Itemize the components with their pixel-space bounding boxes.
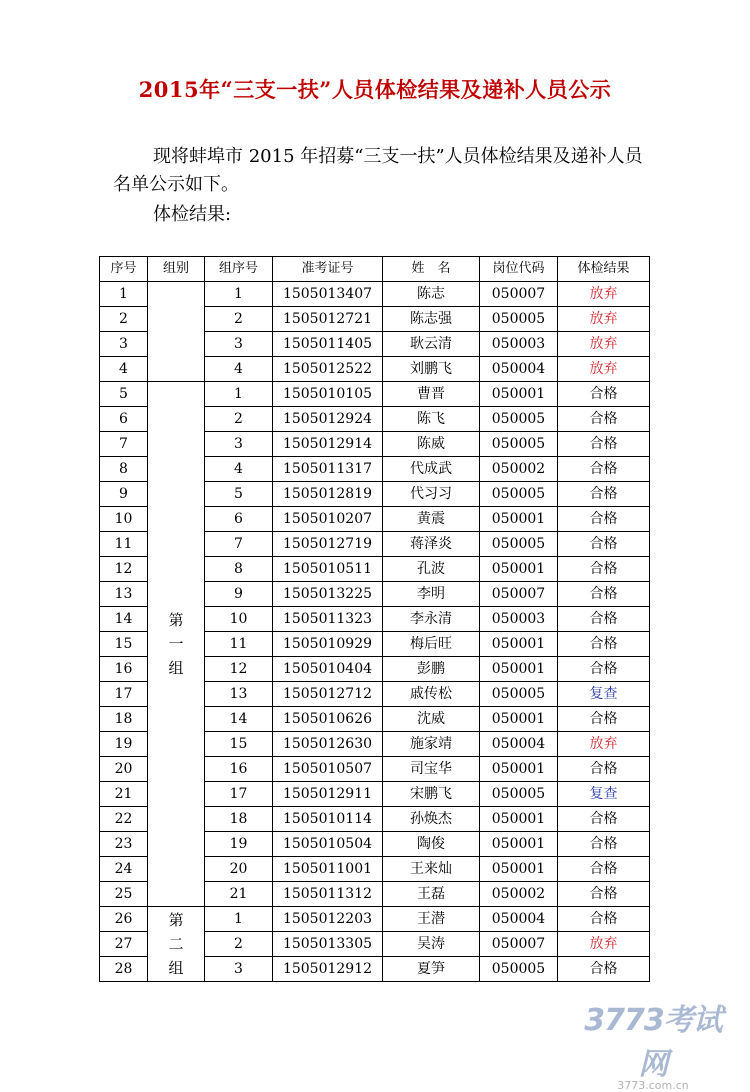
cell-result: 合格 xyxy=(558,432,650,457)
cell-group-seq: 2 xyxy=(205,932,273,957)
cell-exam-no: 1505012712 xyxy=(273,682,383,707)
cell-result: 合格 xyxy=(558,807,650,832)
cell-post-code: 050005 xyxy=(480,532,558,557)
cell-name: 梅后旺 xyxy=(383,632,480,657)
cell-group-seq: 4 xyxy=(205,357,273,382)
cell-name: 陈志 xyxy=(383,282,480,307)
cell-name: 陈飞 xyxy=(383,407,480,432)
cell-post-code: 050005 xyxy=(480,407,558,432)
cell-name: 孔波 xyxy=(383,557,480,582)
cell-exam-no: 1505013305 xyxy=(273,932,383,957)
cell-post-code: 050001 xyxy=(480,507,558,532)
cell-result: 合格 xyxy=(558,557,650,582)
cell-seq: 17 xyxy=(100,682,148,707)
cell-name: 蒋泽炎 xyxy=(383,532,480,557)
cell-seq: 15 xyxy=(100,632,148,657)
cell-seq: 14 xyxy=(100,607,148,632)
intro-paragraph: 现将蚌埠市 2015 年招募“三支一扶”人员体检结果及递补人员名单公示如下。 xyxy=(113,146,643,195)
cell-post-code: 050001 xyxy=(480,757,558,782)
cell-seq: 19 xyxy=(100,732,148,757)
cell-post-code: 050001 xyxy=(480,382,558,407)
cell-post-code: 050005 xyxy=(480,482,558,507)
cell-seq: 10 xyxy=(100,507,148,532)
cell-result: 放弃 xyxy=(558,932,650,957)
cell-post-code: 050005 xyxy=(480,782,558,807)
cell-post-code: 050004 xyxy=(480,907,558,932)
cell-post-code: 050002 xyxy=(480,457,558,482)
cell-name: 彭鹏 xyxy=(383,657,480,682)
cell-group-seq: 11 xyxy=(205,632,273,657)
intro-section xyxy=(113,143,653,229)
cell-post-code: 050007 xyxy=(480,582,558,607)
results-table xyxy=(99,256,650,982)
cell-result: 放弃 xyxy=(558,307,650,332)
cell-exam-no: 1505010404 xyxy=(273,657,383,682)
cell-name: 代成武 xyxy=(383,457,480,482)
cell-seq: 22 xyxy=(100,807,148,832)
cell-seq: 18 xyxy=(100,707,148,732)
table-row xyxy=(100,907,650,932)
header-result: 体检结果 xyxy=(558,257,650,282)
cell-result: 复查 xyxy=(558,682,650,707)
cell-group-seq: 8 xyxy=(205,557,273,582)
cell-exam-no: 1505012522 xyxy=(273,357,383,382)
cell-result: 合格 xyxy=(558,457,650,482)
cell-seq: 25 xyxy=(100,882,148,907)
cell-group-seq: 21 xyxy=(205,882,273,907)
cell-name: 宋鹏飞 xyxy=(383,782,480,807)
cell-seq: 27 xyxy=(100,932,148,957)
cell-group-seq: 2 xyxy=(205,307,273,332)
cell-exam-no: 1505012924 xyxy=(273,407,383,432)
cell-group-seq: 16 xyxy=(205,757,273,782)
cell-exam-no: 1505011323 xyxy=(273,607,383,632)
cell-post-code: 050007 xyxy=(480,932,558,957)
watermark-logo: 3773考试网 xyxy=(584,1003,722,1082)
cell-name: 陈志强 xyxy=(383,307,480,332)
cell-result: 合格 xyxy=(558,407,650,432)
cell-group-seq: 10 xyxy=(205,607,273,632)
cell-result: 合格 xyxy=(558,832,650,857)
cell-name: 曹晋 xyxy=(383,382,480,407)
group-label-char: 二 xyxy=(168,935,184,953)
header-exam-no: 准考证号 xyxy=(273,257,383,282)
cell-group-seq: 3 xyxy=(205,432,273,457)
cell-post-code: 050001 xyxy=(480,557,558,582)
cell-post-code: 050005 xyxy=(480,307,558,332)
cell-seq: 28 xyxy=(100,957,148,982)
cell-exam-no: 1505010511 xyxy=(273,557,383,582)
table-row xyxy=(100,382,650,407)
cell-post-code: 050001 xyxy=(480,807,558,832)
cell-name: 李永清 xyxy=(383,607,480,632)
cell-name: 王来灿 xyxy=(383,857,480,882)
cell-seq: 12 xyxy=(100,557,148,582)
cell-name: 陶俊 xyxy=(383,832,480,857)
cell-group-seq: 20 xyxy=(205,857,273,882)
cell-result: 放弃 xyxy=(558,732,650,757)
group-label-char: 第 xyxy=(168,911,184,929)
header-post-code: 岗位代码 xyxy=(480,257,558,282)
cell-post-code: 050001 xyxy=(480,632,558,657)
cell-result: 放弃 xyxy=(558,357,650,382)
cell-name: 王潜 xyxy=(383,907,480,932)
cell-seq: 4 xyxy=(100,357,148,382)
cell-group-seq: 3 xyxy=(205,957,273,982)
cell-group-seq: 17 xyxy=(205,782,273,807)
cell-seq: 9 xyxy=(100,482,148,507)
cell-name: 刘鹏飞 xyxy=(383,357,480,382)
cell-seq: 8 xyxy=(100,457,148,482)
cell-result: 合格 xyxy=(558,582,650,607)
cell-post-code: 050007 xyxy=(480,282,558,307)
table-header-row xyxy=(100,257,650,282)
cell-seq: 23 xyxy=(100,832,148,857)
cell-name: 戚传松 xyxy=(383,682,480,707)
cell-seq: 24 xyxy=(100,857,148,882)
cell-group-seq: 1 xyxy=(205,907,273,932)
cell-name: 孙焕杰 xyxy=(383,807,480,832)
cell-post-code: 050001 xyxy=(480,657,558,682)
cell-result: 合格 xyxy=(558,882,650,907)
header-group: 组别 xyxy=(148,257,205,282)
cell-post-code: 050001 xyxy=(480,857,558,882)
table-row xyxy=(100,282,650,307)
cell-result: 合格 xyxy=(558,507,650,532)
cell-exam-no: 1505010105 xyxy=(273,382,383,407)
cell-name: 沈威 xyxy=(383,707,480,732)
cell-group-seq: 2 xyxy=(205,407,273,432)
cell-exam-no: 1505010504 xyxy=(273,832,383,857)
cell-seq: 26 xyxy=(100,907,148,932)
cell-group-seq: 19 xyxy=(205,832,273,857)
cell-exam-no: 1505010114 xyxy=(273,807,383,832)
cell-name: 耿云清 xyxy=(383,332,480,357)
cell-exam-no: 1505012203 xyxy=(273,907,383,932)
cell-group xyxy=(148,907,205,982)
cell-result: 合格 xyxy=(558,382,650,407)
group-label-char: 组 xyxy=(168,659,184,677)
results-body xyxy=(100,282,650,982)
cell-seq: 20 xyxy=(100,757,148,782)
cell-group-seq: 9 xyxy=(205,582,273,607)
cell-group-seq: 1 xyxy=(205,382,273,407)
cell-result: 合格 xyxy=(558,707,650,732)
cell-group-seq: 18 xyxy=(205,807,273,832)
cell-exam-no: 1505011317 xyxy=(273,457,383,482)
cell-exam-no: 1505012630 xyxy=(273,732,383,757)
cell-group-seq: 5 xyxy=(205,482,273,507)
cell-group-seq: 6 xyxy=(205,507,273,532)
group-label-char: 组 xyxy=(168,959,184,977)
cell-exam-no: 1505013407 xyxy=(273,282,383,307)
cell-name: 施家靖 xyxy=(383,732,480,757)
watermark-url: 3773.com.cn xyxy=(617,1079,689,1092)
cell-seq: 21 xyxy=(100,782,148,807)
cell-name: 黄震 xyxy=(383,507,480,532)
cell-post-code: 050005 xyxy=(480,682,558,707)
cell-post-code: 050002 xyxy=(480,882,558,907)
cell-result: 放弃 xyxy=(558,282,650,307)
cell-exam-no: 1505012914 xyxy=(273,432,383,457)
cell-group-seq: 15 xyxy=(205,732,273,757)
cell-post-code: 050003 xyxy=(480,607,558,632)
cell-name: 吴涛 xyxy=(383,932,480,957)
cell-group-seq: 4 xyxy=(205,457,273,482)
cell-seq: 7 xyxy=(100,432,148,457)
cell-exam-no: 1505011001 xyxy=(273,857,383,882)
cell-seq: 6 xyxy=(100,407,148,432)
cell-seq: 13 xyxy=(100,582,148,607)
cell-result: 合格 xyxy=(558,957,650,982)
cell-exam-no: 1505012819 xyxy=(273,482,383,507)
cell-exam-no: 1505011405 xyxy=(273,332,383,357)
cell-exam-no: 1505010626 xyxy=(273,707,383,732)
cell-result: 合格 xyxy=(558,482,650,507)
cell-seq: 16 xyxy=(100,657,148,682)
cell-result: 合格 xyxy=(558,657,650,682)
cell-result: 合格 xyxy=(558,857,650,882)
cell-post-code: 050001 xyxy=(480,832,558,857)
cell-group-seq: 12 xyxy=(205,657,273,682)
cell-name: 夏笋 xyxy=(383,957,480,982)
cell-name: 代习习 xyxy=(383,482,480,507)
cell-exam-no: 1505012719 xyxy=(273,532,383,557)
cell-exam-no: 1505012911 xyxy=(273,782,383,807)
cell-result: 放弃 xyxy=(558,332,650,357)
cell-exam-no: 1505010207 xyxy=(273,507,383,532)
cell-result: 合格 xyxy=(558,907,650,932)
cell-result: 合格 xyxy=(558,632,650,657)
cell-exam-no: 1505013225 xyxy=(273,582,383,607)
cell-post-code: 050004 xyxy=(480,357,558,382)
cell-result: 合格 xyxy=(558,757,650,782)
cell-post-code: 050005 xyxy=(480,957,558,982)
cell-name: 司宝华 xyxy=(383,757,480,782)
cell-result: 复查 xyxy=(558,782,650,807)
header-name: 姓 名 xyxy=(383,257,480,282)
cell-exam-no: 1505012721 xyxy=(273,307,383,332)
cell-result: 合格 xyxy=(558,607,650,632)
cell-name: 陈威 xyxy=(383,432,480,457)
cell-result: 合格 xyxy=(558,532,650,557)
cell-group-seq: 13 xyxy=(205,682,273,707)
section-label: 体检结果: xyxy=(153,204,232,225)
cell-group-seq: 3 xyxy=(205,332,273,357)
cell-exam-no: 1505010929 xyxy=(273,632,383,657)
cell-seq: 11 xyxy=(100,532,148,557)
group-label-char: 第 xyxy=(168,611,184,629)
cell-post-code: 050004 xyxy=(480,732,558,757)
group-label-char: 一 xyxy=(168,635,184,653)
cell-seq: 5 xyxy=(100,382,148,407)
cell-seq: 3 xyxy=(100,332,148,357)
cell-exam-no: 1505010507 xyxy=(273,757,383,782)
cell-group-seq: 7 xyxy=(205,532,273,557)
header-group-seq: 组序号 xyxy=(205,257,273,282)
cell-name: 王磊 xyxy=(383,882,480,907)
site-watermark xyxy=(578,995,728,1092)
cell-post-code: 050003 xyxy=(480,332,558,357)
cell-group xyxy=(148,382,205,907)
cell-group-seq: 1 xyxy=(205,282,273,307)
page-title: 2015年“三支一扶”人员体检结果及递补人员公示 xyxy=(138,77,612,102)
cell-exam-no: 1505011312 xyxy=(273,882,383,907)
cell-seq: 1 xyxy=(100,282,148,307)
cell-group xyxy=(148,282,205,382)
cell-post-code: 050001 xyxy=(480,707,558,732)
cell-seq: 2 xyxy=(100,307,148,332)
cell-exam-no: 1505012912 xyxy=(273,957,383,982)
cell-name: 李明 xyxy=(383,582,480,607)
cell-post-code: 050005 xyxy=(480,432,558,457)
header-seq: 序号 xyxy=(100,257,148,282)
cell-group-seq: 14 xyxy=(205,707,273,732)
